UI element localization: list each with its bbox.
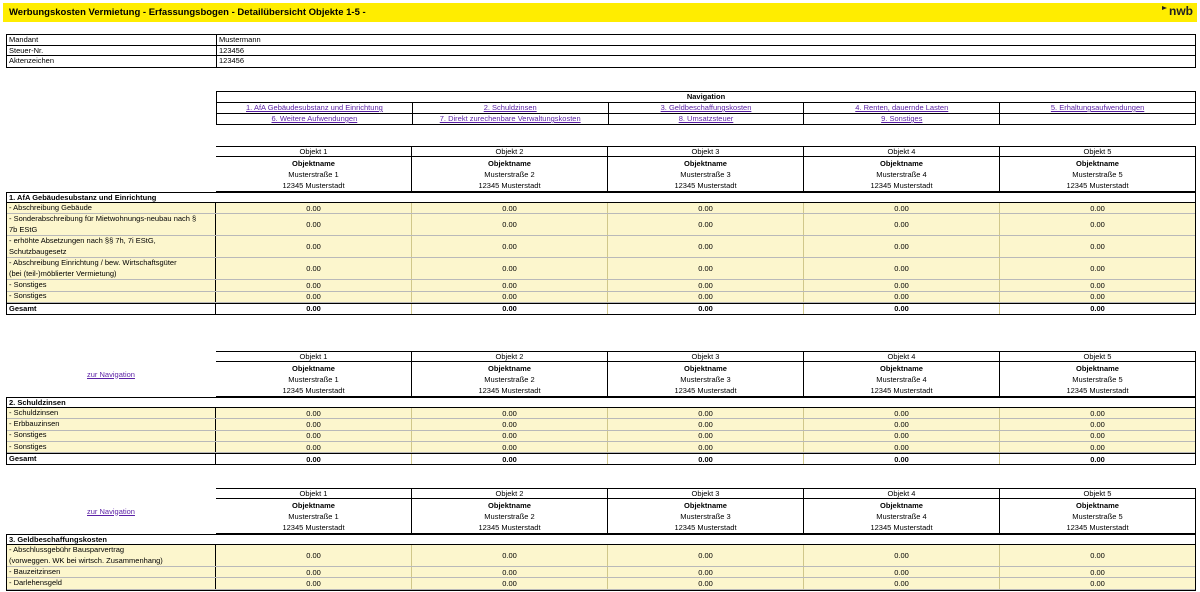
value-cell[interactable]: 0.00 [1090, 203, 1105, 213]
row-label [7, 408, 216, 418]
value-cell[interactable]: 0.00 [804, 214, 1000, 235]
section-table [6, 192, 1196, 315]
row-label-line: - Sonstiges [9, 280, 47, 290]
value-cell[interactable]: 0.00 [608, 578, 804, 588]
row-label [7, 280, 216, 290]
table-row [7, 292, 1195, 303]
row-label [7, 203, 216, 213]
section-title: 3. Geldbeschaffungskosten [7, 535, 1195, 545]
info-row [7, 46, 1195, 57]
object-name: Objektname [684, 364, 727, 373]
value-cell[interactable]: 0.00 [1090, 431, 1105, 441]
row-label-line: - Abschreibung Gebäude [9, 202, 92, 212]
value-cell[interactable]: 0.00 [412, 408, 608, 418]
section-table [6, 397, 1196, 465]
row-label-line: Schutzbaugesetz [9, 246, 67, 256]
info-label: Mandant [7, 35, 217, 45]
object-name: Objektname [1076, 159, 1119, 168]
row-label-line: - Schuldzinsen [9, 407, 59, 417]
object-street: Musterstraße 4 [876, 512, 927, 521]
object-city: 12345 Musterstadt [282, 523, 345, 532]
value-cell[interactable]: 0.00 [412, 258, 608, 279]
object-label: Objekt 2 [412, 489, 607, 499]
object-label: Objekt 2 [412, 147, 607, 157]
value-cell[interactable]: 0.00 [1090, 220, 1105, 230]
value-cell[interactable]: 0.00 [412, 578, 608, 588]
value-cell[interactable]: 0.00 [804, 545, 1000, 566]
info-row [7, 56, 1195, 67]
total-value: 0.00 [1090, 304, 1105, 314]
value-cell[interactable]: 0.00 [608, 408, 804, 418]
total-value: 0.00 [1090, 454, 1105, 464]
back-to-navigation-link[interactable]: zur Navigation [87, 506, 135, 516]
object-column-header [804, 488, 1000, 534]
row-label-line: 7b EStG [9, 224, 38, 234]
nav-link[interactable]: 3. Geldbeschaffungskosten [660, 103, 752, 112]
navigation-row-2 [217, 113, 1195, 124]
object-name: Objektname [292, 159, 335, 168]
object-name: Objektname [488, 501, 531, 510]
info-value: 123456 [219, 45, 245, 55]
row-label-line: - Sonstiges [9, 441, 47, 451]
value-cell[interactable]: 0.00 [216, 280, 412, 290]
nav-cell [413, 114, 609, 124]
object-street: Musterstraße 5 [1072, 375, 1123, 384]
object-column-header [1000, 146, 1196, 192]
value-cell[interactable]: 0.00 [804, 578, 1000, 588]
object-label: Objekt 5 [1000, 489, 1195, 499]
object-city: 12345 Musterstadt [674, 386, 737, 395]
total-value: 0.00 [412, 454, 608, 464]
value-cell[interactable]: 0.00 [1090, 567, 1105, 577]
value-cell[interactable]: 0.00 [608, 214, 804, 235]
row-label-line: - Abschlussgebühr Bausparvertrag [9, 544, 125, 554]
title-bar [3, 3, 1197, 22]
value-cell[interactable]: 0.00 [1090, 242, 1105, 252]
object-label: Objekt 2 [412, 352, 607, 362]
value-cell[interactable]: 0.00 [412, 567, 608, 577]
nav-cell [413, 103, 609, 113]
object-column-header [804, 351, 1000, 397]
row-label [7, 419, 216, 429]
row-label [7, 431, 216, 441]
section-2 [6, 351, 1196, 465]
nav-link[interactable]: 7. Direkt zurechenbare Verwaltungskosten [439, 114, 581, 123]
value-cell[interactable]: 0.00 [216, 292, 412, 302]
object-name: Objektname [292, 501, 335, 510]
object-name: Objektname [684, 159, 727, 168]
value-cell[interactable]: 0.00 [804, 419, 1000, 429]
value-cell[interactable]: 0.00 [1090, 280, 1105, 290]
table-row [7, 419, 1195, 430]
value-cell[interactable]: 0.00 [216, 431, 412, 441]
navigation-row-1 [217, 102, 1195, 113]
total-row [7, 453, 1195, 464]
value-cell[interactable]: 0.00 [412, 280, 608, 290]
object-column-header [1000, 351, 1196, 397]
object-label: Objekt 1 [216, 352, 411, 362]
value-cell[interactable]: 0.00 [1090, 292, 1105, 302]
object-name: Objektname [1076, 501, 1119, 510]
value-cell[interactable]: 0.00 [216, 214, 412, 235]
object-name: Objektname [292, 364, 335, 373]
row-label [7, 567, 216, 577]
nav-cell [609, 114, 805, 124]
object-column-header [608, 146, 804, 192]
object-label: Objekt 1 [216, 489, 411, 499]
object-street: Musterstraße 2 [484, 512, 535, 521]
value-cell[interactable]: 0.00 [608, 280, 804, 290]
object-column-header [412, 351, 608, 397]
value-cell[interactable]: 0.00 [608, 203, 804, 213]
object-column-header [608, 351, 804, 397]
object-street: Musterstraße 2 [484, 375, 535, 384]
value-cell[interactable]: 0.00 [804, 442, 1000, 452]
object-street: Musterstraße 3 [680, 170, 731, 179]
object-column-header [412, 146, 608, 192]
table-row [7, 236, 1195, 258]
nav-cell [804, 103, 1000, 113]
object-city: 12345 Musterstadt [674, 523, 737, 532]
object-street: Musterstraße 4 [876, 170, 927, 179]
table-row [7, 258, 1195, 280]
value-cell[interactable]: 0.00 [804, 408, 1000, 418]
nav-cell [217, 103, 413, 113]
object-label: Objekt 3 [608, 147, 803, 157]
nav-cell [217, 114, 413, 124]
row-label [7, 545, 216, 566]
section-table [6, 534, 1196, 591]
table-row [7, 408, 1195, 419]
nav-cell [1000, 114, 1195, 124]
object-header [6, 488, 1196, 534]
section-1 [6, 146, 1196, 315]
object-column-header [216, 488, 412, 534]
object-street: Musterstraße 3 [680, 375, 731, 384]
object-street: Musterstraße 2 [484, 170, 535, 179]
value-cell[interactable]: 0.00 [804, 431, 1000, 441]
value-cell[interactable]: 0.00 [412, 545, 608, 566]
object-street: Musterstraße 1 [288, 375, 339, 384]
value-cell[interactable]: 0.00 [608, 236, 804, 257]
nav-cell [609, 103, 805, 113]
object-label: Objekt 4 [804, 489, 999, 499]
row-label-line: - erhöhte Absetzungen nach §§ 7h, 7i EStG, [9, 236, 156, 246]
value-cell[interactable]: 0.00 [804, 280, 1000, 290]
row-label-line: - Darlehensgeld [9, 578, 62, 588]
value-cell[interactable]: 0.00 [608, 442, 804, 452]
value-cell[interactable]: 0.00 [804, 567, 1000, 577]
info-label: Steuer-Nr. [7, 46, 217, 56]
nav-link[interactable]: 8. Umsatzsteuer [678, 114, 734, 123]
value-cell[interactable]: 0.00 [608, 545, 804, 566]
nwb-logo: nwb [1169, 4, 1193, 18]
row-label-line: - Sonstiges [9, 291, 47, 301]
nav-link[interactable]: 6. Weitere Aufwendungen [271, 114, 358, 123]
object-label: Objekt 4 [804, 352, 999, 362]
object-city: 12345 Musterstadt [1066, 523, 1129, 532]
row-label [7, 578, 216, 588]
object-header [6, 146, 1196, 192]
section-title: 1. AfA Gebäudesubstanz und Einrichtung [7, 193, 1195, 203]
value-cell[interactable]: 0.00 [412, 203, 608, 213]
nav-link[interactable]: 9. Sonstiges [881, 114, 923, 123]
value-cell[interactable]: 0.00 [608, 292, 804, 302]
header-left-cell [6, 488, 216, 534]
object-city: 12345 Musterstadt [1066, 386, 1129, 395]
object-label: Objekt 3 [608, 352, 803, 362]
value-cell[interactable]: 0.00 [804, 203, 1000, 213]
page-title: Werbungskosten Vermietung - Erfassungsbogen - Detailübersicht Objekte 1-5 - [9, 7, 366, 18]
value-cell[interactable]: 0.00 [216, 236, 412, 257]
row-label [7, 236, 216, 257]
value-cell[interactable]: 0.00 [216, 408, 412, 418]
object-city: 12345 Musterstadt [282, 181, 345, 190]
total-row [7, 303, 1195, 314]
row-label-line: - Sonstiges [9, 430, 47, 440]
value-cell[interactable]: 0.00 [804, 292, 1000, 302]
value-cell[interactable]: 0.00 [412, 419, 608, 429]
total-label: Gesamt [7, 304, 216, 314]
object-label: Objekt 4 [804, 147, 999, 157]
value-cell[interactable]: 0.00 [608, 419, 804, 429]
value-cell[interactable]: 0.00 [608, 567, 804, 577]
object-column-header [216, 146, 412, 192]
total-label: Gesamt [7, 454, 216, 464]
table-row [7, 442, 1195, 453]
object-label: Objekt 5 [1000, 352, 1195, 362]
row-label [7, 214, 216, 235]
object-name: Objektname [880, 364, 923, 373]
nav-link[interactable]: 2. Schuldzinsen [483, 103, 537, 112]
value-cell[interactable]: 0.00 [1090, 264, 1105, 274]
nav-link[interactable]: 1. AfA Gebäudesubstanz und Einrichtung [246, 103, 383, 112]
object-city: 12345 Musterstadt [1066, 181, 1129, 190]
value-cell[interactable]: 0.00 [412, 292, 608, 302]
table-row [7, 567, 1195, 578]
object-column-header [216, 351, 412, 397]
nav-link[interactable]: 4. Renten, dauernde Lasten [855, 103, 949, 112]
nav-cell [1000, 103, 1195, 113]
value-cell[interactable]: 0.00 [608, 431, 804, 441]
table-row [7, 545, 1195, 567]
info-value: 123456 [219, 56, 245, 66]
object-name: Objektname [488, 159, 531, 168]
value-cell[interactable]: 0.00 [216, 419, 412, 429]
section-3 [6, 488, 1196, 591]
nav-cell [804, 114, 1000, 124]
total-value: 0.00 [412, 304, 608, 314]
object-city: 12345 Musterstadt [674, 181, 737, 190]
object-column-header [412, 488, 608, 534]
row-label [7, 258, 216, 279]
header-left-cell [6, 351, 216, 397]
info-row [7, 35, 1195, 46]
value-cell[interactable]: 0.00 [804, 236, 1000, 257]
object-name: Objektname [684, 501, 727, 510]
table-row [7, 214, 1195, 236]
table-row [7, 578, 1195, 589]
object-label: Objekt 3 [608, 489, 803, 499]
client-info-table [6, 34, 1196, 68]
object-street: Musterstraße 1 [288, 170, 339, 179]
value-cell[interactable]: 0.00 [608, 258, 804, 279]
row-label-line: - Erbbauzinsen [9, 419, 60, 429]
row-label [7, 442, 216, 452]
value-cell[interactable]: 0.00 [216, 203, 412, 213]
value-cell[interactable]: 0.00 [412, 442, 608, 452]
back-to-navigation-link[interactable]: zur Navigation [87, 369, 135, 379]
object-street: Musterstraße 5 [1072, 170, 1123, 179]
table-row [7, 203, 1195, 214]
total-value: 0.00 [608, 454, 804, 464]
value-cell[interactable]: 0.00 [1090, 551, 1105, 560]
row-label-line: (bei (teil-)möblierter Vermietung) [9, 268, 117, 278]
object-name: Objektname [880, 159, 923, 168]
total-value: 0.00 [216, 304, 412, 314]
object-city: 12345 Musterstadt [282, 386, 345, 395]
object-street: Musterstraße 1 [288, 512, 339, 521]
object-name: Objektname [880, 501, 923, 510]
value-cell[interactable]: 0.00 [1090, 408, 1105, 418]
object-label: Objekt 1 [216, 147, 411, 157]
info-value: Mustermann [219, 35, 261, 44]
object-header [6, 351, 1196, 397]
navigation-table [216, 91, 1196, 125]
row-label-line: - Bauzeitzinsen [9, 566, 61, 576]
value-cell[interactable]: 0.00 [1090, 442, 1105, 452]
navigation-title: Navigation [686, 92, 726, 101]
object-city: 12345 Musterstadt [870, 386, 933, 395]
value-cell[interactable]: 0.00 [804, 258, 1000, 279]
total-value: 0.00 [216, 454, 412, 464]
object-street: Musterstraße 4 [876, 375, 927, 384]
object-column-header [608, 488, 804, 534]
header-left-cell [6, 146, 216, 192]
object-name: Objektname [1076, 364, 1119, 373]
value-cell[interactable]: 0.00 [412, 214, 608, 235]
object-street: Musterstraße 3 [680, 512, 731, 521]
row-label-line: (vorweggen. WK bei wirtsch. Zusammenhang) [9, 555, 163, 565]
object-name: Objektname [488, 364, 531, 373]
object-label: Objekt 5 [1000, 147, 1195, 157]
total-value: 0.00 [804, 454, 1000, 464]
table-row [7, 280, 1195, 291]
object-street: Musterstraße 5 [1072, 512, 1123, 521]
object-city: 12345 Musterstadt [870, 523, 933, 532]
row-label-line: - Abschreibung Einrichtung / bew. Wirtschaftsgüter [9, 258, 177, 268]
nav-link[interactable]: 5. Erhaltungsaufwendungen [1050, 103, 1145, 112]
object-column-header [804, 146, 1000, 192]
logo-triangle-icon [1162, 6, 1167, 10]
value-cell[interactable]: 0.00 [1090, 419, 1105, 429]
total-value: 0.00 [804, 304, 1000, 314]
value-cell[interactable]: 0.00 [216, 578, 412, 588]
object-city: 12345 Musterstadt [870, 181, 933, 190]
value-cell[interactable]: 0.00 [216, 258, 412, 279]
section-title: 2. Schuldzinsen [7, 398, 1195, 408]
row-label [7, 292, 216, 302]
object-city: 12345 Musterstadt [478, 181, 541, 190]
value-cell[interactable]: 0.00 [216, 545, 412, 566]
total-value: 0.00 [608, 304, 804, 314]
table-row [7, 431, 1195, 442]
value-cell[interactable]: 0.00 [216, 442, 412, 452]
value-cell[interactable]: 0.00 [412, 236, 608, 257]
object-city: 12345 Musterstadt [478, 523, 541, 532]
value-cell[interactable]: 0.00 [412, 431, 608, 441]
value-cell[interactable]: 0.00 [1090, 578, 1105, 588]
info-label: Aktenzeichen [7, 56, 217, 67]
value-cell[interactable]: 0.00 [216, 567, 412, 577]
object-column-header [1000, 488, 1196, 534]
object-city: 12345 Musterstadt [478, 386, 541, 395]
row-label-line: - Sonderabschreibung für Mietwohnungs-neubau nach § [9, 214, 197, 224]
